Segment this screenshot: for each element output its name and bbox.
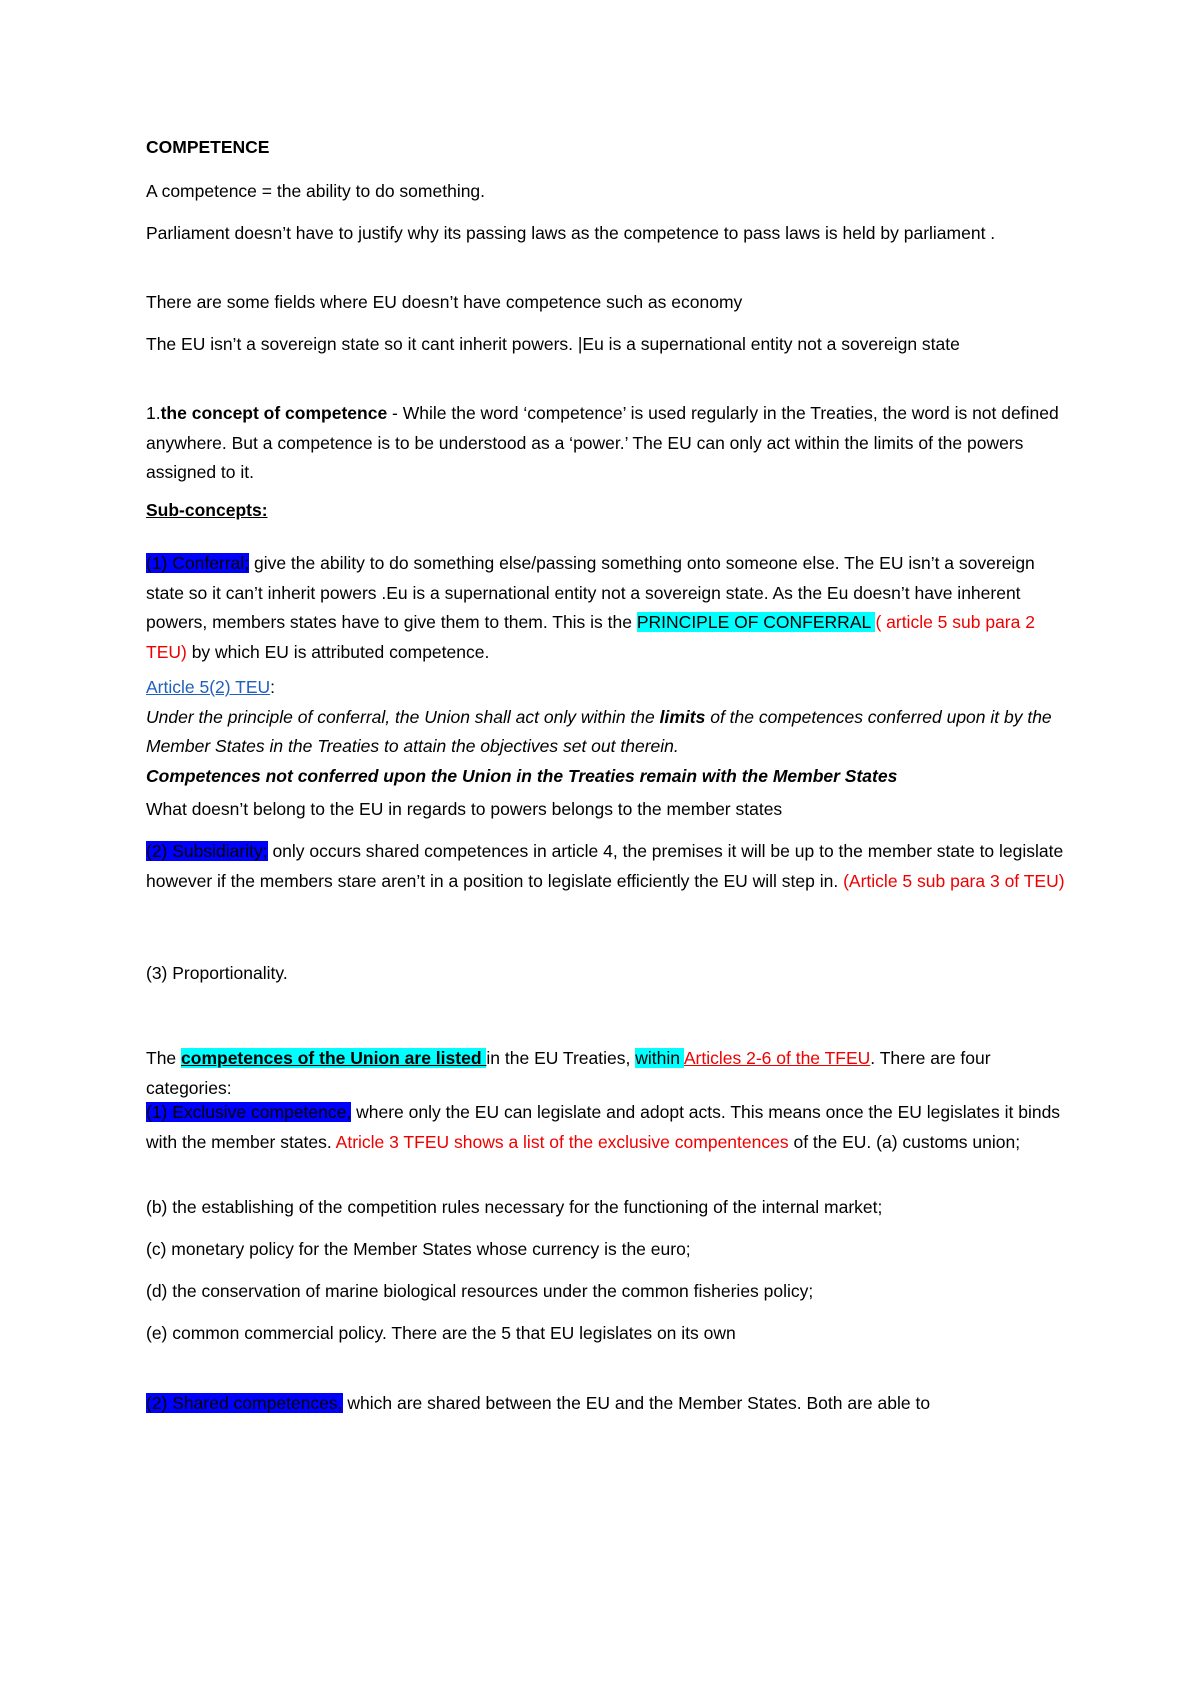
subsidiarity-paragraph	[146, 837, 1066, 896]
quote-part-a: Under the principle of conferral, the Union shall act only within the	[146, 706, 660, 727]
conferral-label: (1) Conferral;	[146, 553, 250, 573]
concept-paragraph	[146, 399, 1066, 488]
article-colon: :	[270, 677, 276, 697]
shared-paragraph	[146, 1389, 1066, 1419]
belongs-paragraph: What doesn’t belong to the EU in regards to powers belongs to the member states	[146, 799, 783, 819]
exclusive-reference: Atricle 3 TFEU shows a list of the exclusive compentences	[335, 1131, 789, 1152]
parliament-paragraph: Parliament doesn’t have to justify why its passing laws as the competence to pass laws is held by parliament .	[146, 223, 996, 243]
conferral-reference: ( article 5 sub para 2 TEU)	[146, 612, 1035, 662]
shared-text: which are shared between the EU and the Member States. Both are able to	[342, 1393, 931, 1413]
article-5-2-link[interactable]: Article 5(2) TEU	[146, 677, 271, 697]
concept-text: - While the word ‘competence’ is used regularly in the Treaties, the word is not defined anywhere. But a competence is to be understood as a ‘power.’ The EU can only act within the limits of the powers assigned to it.	[146, 403, 1059, 482]
article-bold-line: Competences not conferred upon the Union in the Treaties remain with the Member States	[146, 765, 898, 786]
subsidiarity-text: only occurs shared competences in article 4, the premises it will be up to the member state to legislate however if the members stare aren’t in a position to legislate efficiently the EU will step in.	[146, 841, 1064, 891]
list-item-b: (b) the establishing of the competition rules necessary for the functioning of the internal market;	[146, 1197, 883, 1217]
sovereign-paragraph: The EU isn’t a sovereign state so it cant inherit powers. |Eu is a supernational entity not a sovereign state	[146, 334, 960, 354]
conferral-paragraph	[146, 549, 1066, 667]
shared-label: (2) Shared competences,	[146, 1393, 343, 1413]
union-competences-paragraph	[146, 1044, 1066, 1103]
list-item-e: (e) common commercial policy. There are the 5 that EU legislates on its own	[146, 1323, 736, 1343]
list-item-d: (d) the conservation of marine biological resources under the common fisheries policy;	[146, 1281, 814, 1301]
union-listed: competences of the Union are listed	[181, 1048, 487, 1068]
principle-of-conferral: PRINCIPLE OF CONFERRAL	[636, 612, 876, 632]
subsidiarity-label: (2) Subsidiarity;	[146, 841, 268, 861]
definition-paragraph: A competence = the ability to do something.	[146, 181, 486, 201]
proportionality-paragraph: (3) Proportionality.	[146, 963, 288, 983]
list-item-c: (c) monetary policy for the Member States whose currency is the euro;	[146, 1239, 691, 1259]
conferral-tail: by which EU is attributed competence.	[186, 641, 490, 662]
quote-part-b: of the competences conferred upon it by the Member States in the Treaties to attain the objectives set out therein.	[146, 706, 1052, 756]
concept-title: the concept of competence	[160, 403, 388, 423]
concept-number: 1.	[146, 403, 161, 423]
exclusive-text: where only the EU can legislate and adopt acts. This means once the EU legislates it binds with the member states.	[146, 1102, 1061, 1152]
exclusive-label: (1) Exclusive competence,	[146, 1102, 352, 1122]
subsidiarity-reference: (Article 5 sub para 3 of TEU)	[843, 870, 1065, 891]
subconcepts-heading: Sub-concepts:	[146, 500, 268, 520]
union-within: within	[635, 1048, 684, 1068]
exclusive-paragraph	[146, 1098, 1066, 1157]
union-articles-link[interactable]: Articles 2-6 of the TFEU	[683, 1048, 871, 1068]
quote-limits: limits	[659, 706, 706, 727]
union-mid: in the EU Treaties,	[486, 1048, 636, 1068]
union-the: The	[146, 1048, 182, 1068]
fields-paragraph: There are some fields where EU doesn’t have competence such as economy	[146, 292, 743, 312]
conferral-text: give the ability to do something else/passing something onto someone else. The EU isn’t a sovereign state so it can’t inherit powers .Eu is a supernational entity not a sovereign state. As the Eu doesn’t have inherent powers, members states have to give them to them. This is the	[146, 553, 1035, 632]
exclusive-tail: of the EU. (a) customs union;	[788, 1131, 1021, 1152]
article-quote	[146, 703, 1066, 762]
union-tail: . There are four categories:	[146, 1048, 991, 1098]
article-5-2-block	[146, 673, 1066, 791]
page-title: COMPETENCE	[146, 137, 270, 157]
